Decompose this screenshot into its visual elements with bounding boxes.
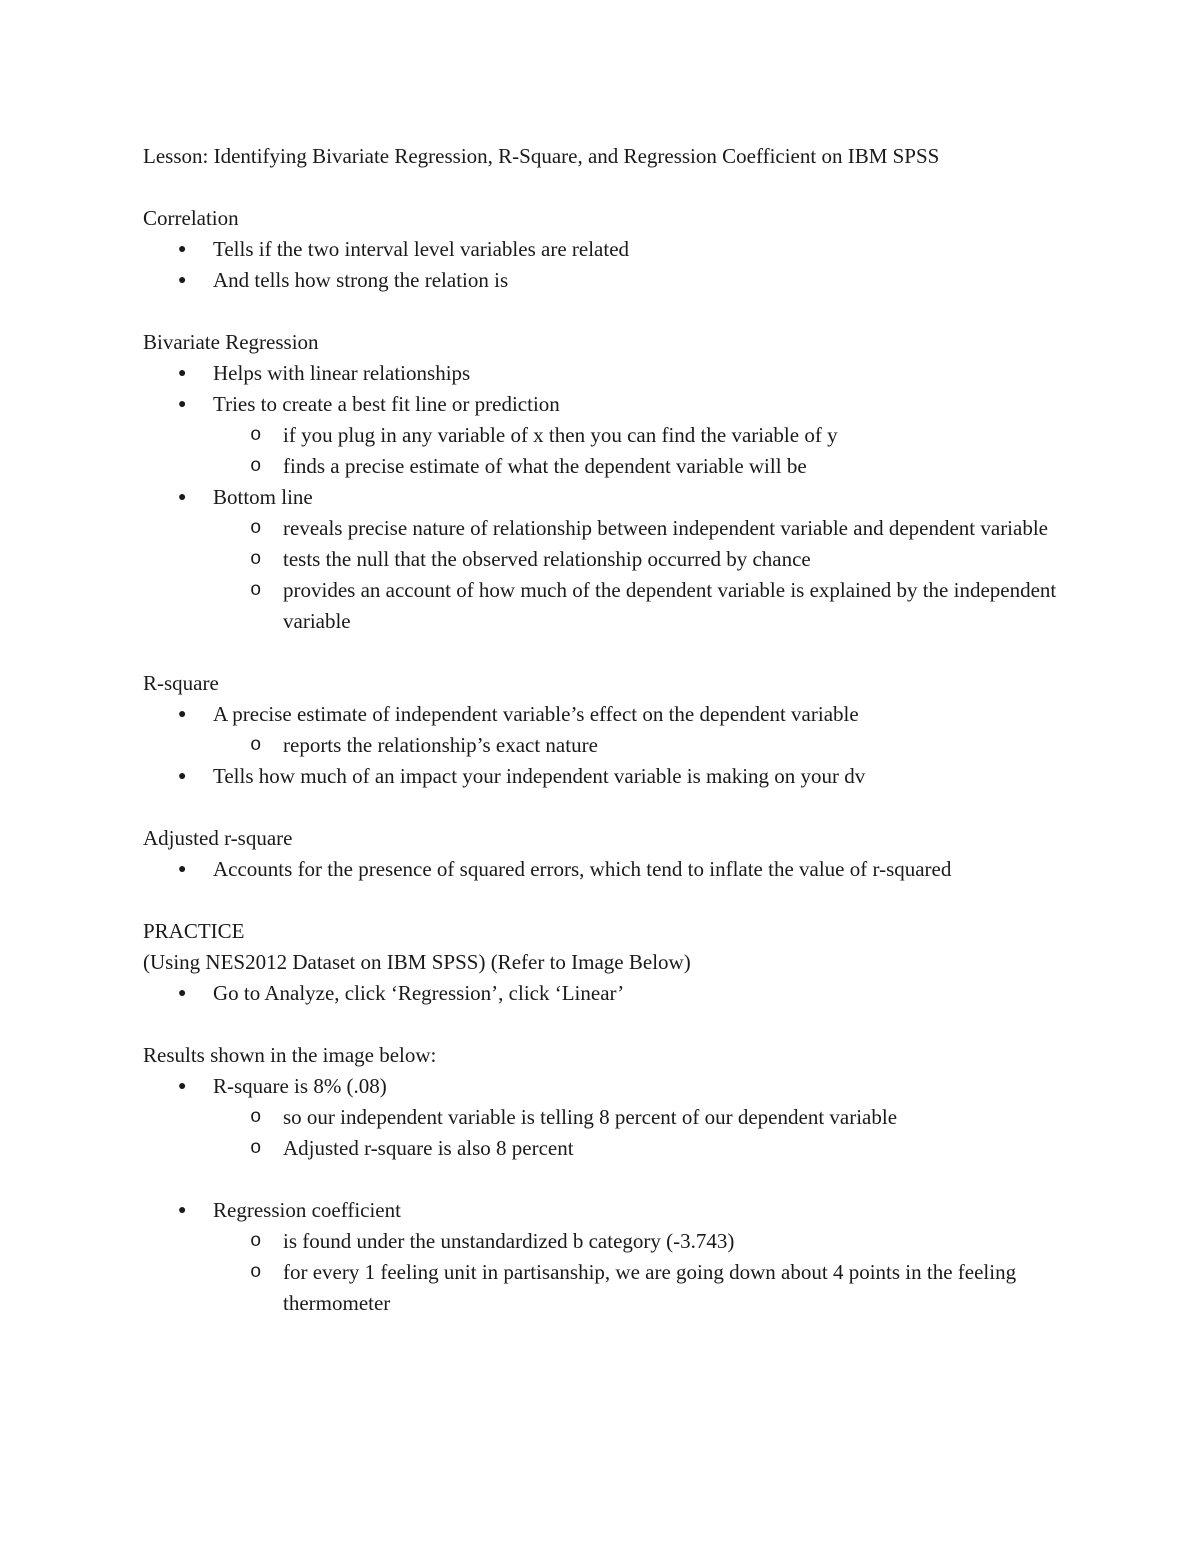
sub-list-item — [213, 1133, 1073, 1164]
hollow-bullet-icon: o — [250, 1261, 262, 1283]
list-item — [143, 482, 1073, 637]
bullet-icon: ● — [178, 366, 187, 381]
list-item — [143, 389, 1073, 482]
sub-list-item — [213, 1102, 1073, 1133]
practice-subheading: (Using NES2012 Dataset on IBM SPSS) (Refer to Image Below) — [143, 950, 691, 974]
results-list — [143, 1071, 1073, 1164]
sub-list-item — [213, 544, 1073, 575]
lesson-title: Lesson: Identifying Bivariate Regression, R-Square, and Regression Coefficient on IBM SPSS — [143, 144, 940, 168]
bivariate-list — [143, 358, 1073, 637]
list-item-text: Regression coefficient — [213, 1198, 401, 1222]
list-item-text: Bottom line — [213, 485, 313, 509]
hollow-bullet-icon: o — [250, 1230, 262, 1252]
hollow-bullet-icon: o — [250, 548, 262, 570]
sub-list-item-text: Adjusted r-square is also 8 percent — [283, 1136, 574, 1160]
section-heading-adjusted-r-square: Adjusted r-square — [143, 826, 293, 850]
sub-list-item — [213, 575, 1073, 637]
sub-list-item-text: if you plug in any variable of x then you can find the variable of y — [283, 423, 838, 447]
sub-list — [213, 730, 1073, 761]
section-heading-results: Results shown in the image below: — [143, 1043, 437, 1067]
sub-list — [213, 513, 1073, 637]
bullet-icon: ● — [178, 986, 187, 1001]
list-item — [143, 358, 1073, 389]
list-item-text: Tells how much of an impact your independent variable is making on your dv — [213, 764, 866, 788]
bullet-icon: ● — [178, 273, 187, 288]
section-heading-correlation: Correlation — [143, 206, 239, 230]
list-item — [143, 854, 1073, 885]
bullet-icon: ● — [178, 490, 187, 505]
rsquare-list — [143, 699, 1073, 792]
hollow-bullet-icon: o — [250, 424, 262, 446]
list-item-text: And tells how strong the relation is — [213, 268, 509, 292]
document-page — [143, 141, 1073, 1319]
list-item-text: R-square is 8% (.08) — [213, 1074, 387, 1098]
sub-list-item — [213, 513, 1073, 544]
hollow-bullet-icon: o — [250, 455, 262, 477]
list-item-text: Tells if the two interval level variables are related — [213, 237, 630, 261]
list-item-text: A precise estimate of independent variable’s effect on the dependent variable — [213, 702, 859, 726]
list-item — [143, 234, 1073, 265]
section-heading-bivariate-regression: Bivariate Regression — [143, 330, 319, 354]
list-item — [143, 265, 1073, 296]
hollow-bullet-icon: o — [250, 1106, 262, 1128]
list-item — [143, 761, 1073, 792]
practice-list — [143, 978, 1073, 1009]
list-item — [143, 978, 1073, 1009]
sub-list — [213, 1226, 1073, 1319]
bullet-icon: ● — [178, 862, 187, 877]
sub-list-item-text: is found under the unstandardized b category (-3.743) — [283, 1229, 735, 1253]
sub-list-item-text: finds a precise estimate of what the dependent variable will be — [283, 454, 807, 478]
list-item-text: Tries to create a best fit line or prediction — [213, 392, 560, 416]
sub-list-item-text: provides an account of how much of the dependent variable is explained by the independent variable — [283, 578, 1057, 633]
bullet-icon: ● — [178, 242, 187, 257]
sub-list-item — [213, 730, 1073, 761]
sub-list-item-text: tests the null that the observed relationship occurred by chance — [283, 547, 811, 571]
list-item — [143, 1195, 1073, 1319]
bullet-icon: ● — [178, 397, 187, 412]
sub-list-item-text: reports the relationship’s exact nature — [283, 733, 598, 757]
bullet-icon: ● — [178, 1079, 187, 1094]
sub-list-item-text: for every 1 feeling unit in partisanship, we are going down about 4 points in the feeling thermometer — [283, 1260, 1017, 1315]
sub-list-item — [213, 451, 1073, 482]
bullet-icon: ● — [178, 707, 187, 722]
results-list-continued — [143, 1195, 1073, 1319]
hollow-bullet-icon: o — [250, 579, 262, 601]
bullet-icon: ● — [178, 1203, 187, 1218]
list-item-text: Go to Analyze, click ‘Regression’, click ‘Linear’ — [213, 981, 625, 1005]
list-item — [143, 1071, 1073, 1164]
bullet-icon: ● — [178, 769, 187, 784]
sub-list-item — [213, 1257, 1073, 1319]
hollow-bullet-icon: o — [250, 734, 262, 756]
sub-list — [213, 1102, 1073, 1164]
list-item-text: Accounts for the presence of squared errors, which tend to inflate the value of r-squared — [213, 857, 952, 881]
section-heading-r-square: R-square — [143, 671, 219, 695]
list-item-text: Helps with linear relationships — [213, 361, 471, 385]
sub-list-item-text: reveals precise nature of relationship between independent variable and dependent variable — [283, 516, 1048, 540]
list-item — [143, 699, 1073, 761]
sub-list-item — [213, 1226, 1073, 1257]
sub-list-item — [213, 420, 1073, 451]
section-heading-practice: PRACTICE — [143, 919, 245, 943]
correlation-list — [143, 234, 1073, 296]
hollow-bullet-icon: o — [250, 1137, 262, 1159]
sub-list-item-text: so our independent variable is telling 8 percent of our dependent variable — [283, 1105, 898, 1129]
adjusted-list — [143, 854, 1073, 885]
hollow-bullet-icon: o — [250, 517, 262, 539]
sub-list — [213, 420, 1073, 482]
